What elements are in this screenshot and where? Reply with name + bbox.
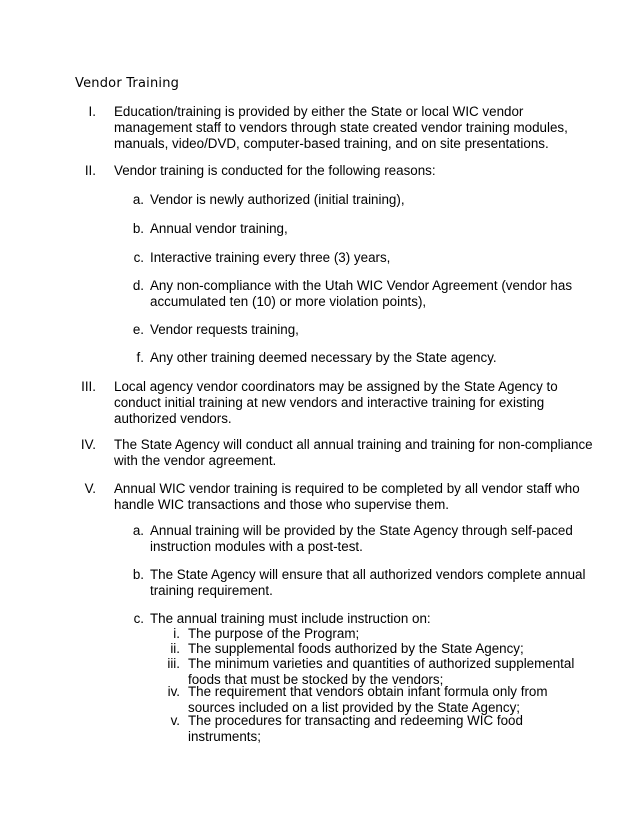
- list-item: [150, 611, 431, 627]
- text-line: Annual WIC vendor training is required to be completed by all vendor staff who: [114, 481, 580, 496]
- section-number: V.: [84, 481, 96, 496]
- text-line: Local agency vendor coordinators may be assigned by the State Agency to: [114, 379, 558, 394]
- list-item: [150, 278, 572, 310]
- text-line: The State Agency will conduct all annual training and training for non-compliance: [114, 437, 593, 452]
- list-marker: d.: [132, 278, 144, 293]
- section-number: IV.: [80, 437, 96, 452]
- text-line: The State Agency will ensure that all authorized vendors complete annual: [150, 567, 586, 582]
- list-marker: ii.: [170, 641, 180, 656]
- section-text: [114, 104, 568, 152]
- text-line: instruments;: [188, 729, 261, 744]
- text-line: sources included on a list provided by the State Agency;: [188, 700, 520, 715]
- list-item: [188, 713, 523, 745]
- text-line: handle WIC transactions and those who supervise them.: [114, 497, 449, 512]
- list-item: [150, 192, 405, 208]
- text-line: The procedures for transacting and redeeming WIC food: [188, 713, 523, 728]
- text-line: The purpose of the Program;: [188, 626, 360, 641]
- list-item: [150, 322, 299, 338]
- list-marker: i.: [173, 626, 180, 641]
- text-line: The minimum varieties and quantities of authorized supplemental: [188, 656, 575, 671]
- section-number: I.: [88, 104, 96, 119]
- text-line: Any non-compliance with the Utah WIC Vendor Agreement (vendor has: [150, 278, 573, 293]
- list-marker: a.: [132, 523, 144, 538]
- list-marker: iv.: [167, 684, 180, 699]
- section-text: [114, 163, 436, 179]
- list-item: [150, 567, 585, 599]
- list-marker: a.: [132, 192, 144, 207]
- text-line: with the vendor agreement.: [114, 453, 277, 468]
- text-line: management staff to vendors through state created vendor training modules,: [114, 120, 568, 135]
- list-item: [150, 221, 288, 237]
- text-line: instruction modules with a post-test.: [150, 539, 363, 554]
- text-line: manuals, video/DVD, computer-based training, and on site presentations.: [114, 136, 549, 151]
- text-line: Vendor requests training,: [150, 322, 299, 337]
- text-line: accumulated ten (10) or more violation points),: [150, 294, 427, 309]
- text-line: The annual training must include instruction on:: [150, 611, 431, 626]
- text-line: training requirement.: [150, 583, 273, 598]
- list-marker: e.: [132, 322, 144, 337]
- section-text: [114, 481, 580, 513]
- list-item: [150, 350, 497, 366]
- text-line: authorized vendors.: [114, 411, 232, 426]
- list-item: [150, 250, 390, 266]
- list-marker: b.: [132, 221, 144, 236]
- text-line: Vendor is newly authorized (initial training),: [150, 192, 405, 207]
- list-marker: c.: [133, 250, 144, 265]
- list-marker: b.: [132, 567, 144, 582]
- text-line: Any other training deemed necessary by the State agency.: [150, 350, 497, 365]
- list-item: [188, 684, 548, 716]
- text-line: The requirement that vendors obtain infant formula only from: [188, 684, 548, 699]
- section-text: [114, 379, 558, 427]
- text-line: conduct initial training at new vendors and interactive training for existing: [114, 395, 545, 410]
- page-title: Vendor Training: [75, 76, 180, 91]
- list-item: [150, 523, 573, 555]
- text-line: Annual training will be provided by the State Agency through self-paced: [150, 523, 573, 538]
- text-line: The supplemental foods authorized by the State Agency;: [188, 641, 524, 656]
- text-line: Vendor training is conducted for the following reasons:: [114, 163, 436, 178]
- text-line: Interactive training every three (3) years,: [150, 250, 391, 265]
- text-line: Annual vendor training,: [150, 221, 288, 236]
- list-marker: f.: [136, 350, 144, 365]
- text-line: Education/training is provided by either the State or local WIC vendor: [114, 104, 524, 119]
- list-marker: v.: [170, 713, 180, 728]
- section-number: III.: [81, 379, 96, 394]
- text-line: foods that must be stocked by the vendors;: [188, 672, 444, 687]
- section-text: [114, 437, 593, 469]
- list-marker: c.: [133, 611, 144, 626]
- list-marker: iii.: [167, 656, 180, 671]
- list-item: [188, 641, 524, 657]
- list-item: [188, 626, 359, 642]
- section-number: II.: [84, 163, 96, 178]
